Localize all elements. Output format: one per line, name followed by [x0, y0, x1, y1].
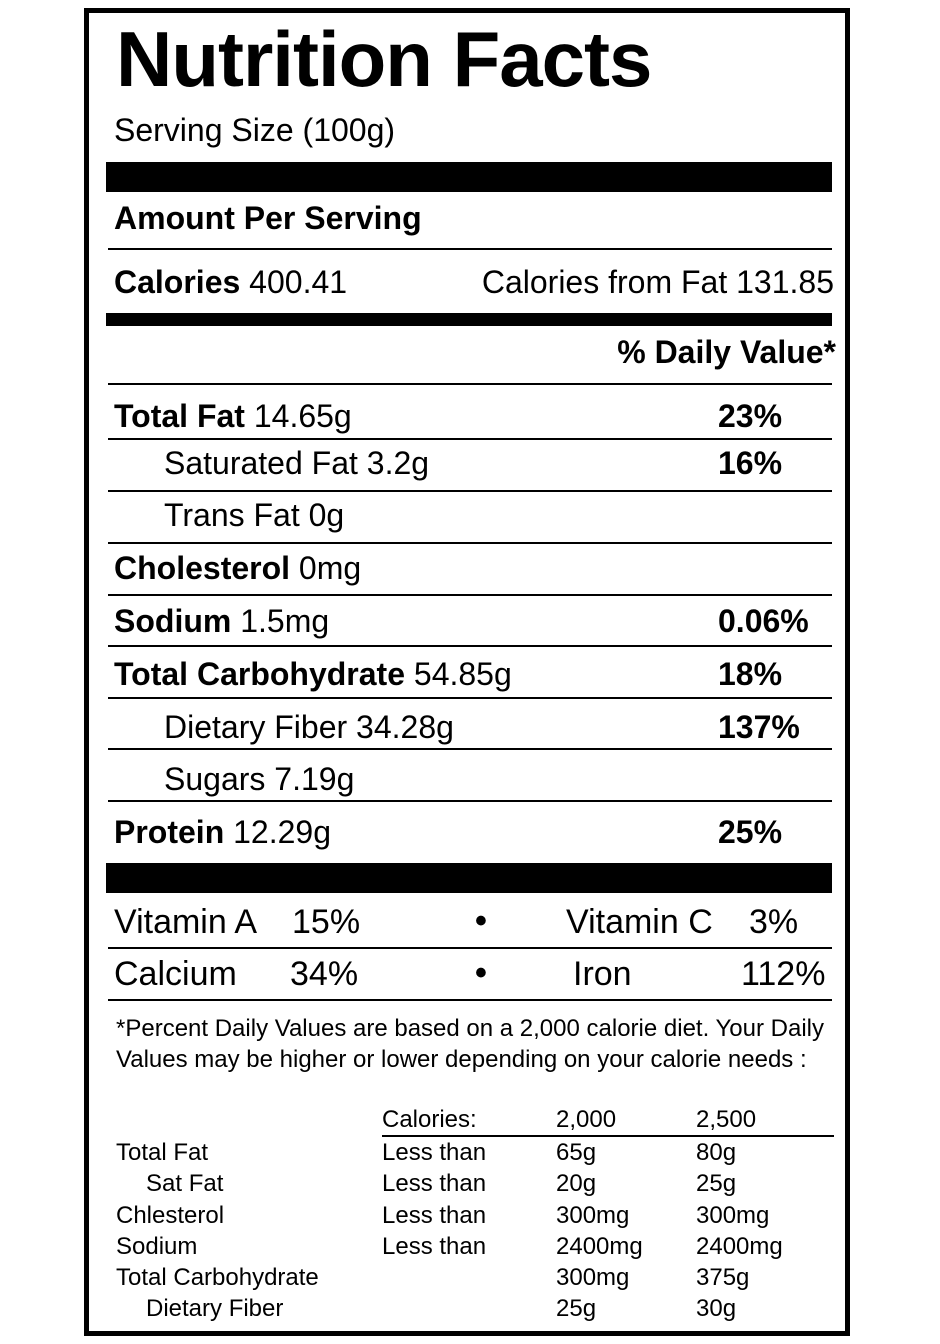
dv-row-2500: 375g — [696, 1264, 750, 1291]
dv-row-label: Sat Fat — [146, 1170, 224, 1197]
nutrient-label: Total Carbohydrate — [114, 656, 405, 692]
dv-row-2000: 300mg — [556, 1264, 630, 1291]
nutrient-label: Total Fat — [114, 398, 245, 434]
sugars-row: Sugars 7.19g — [164, 761, 355, 797]
divider — [108, 594, 832, 596]
dv-row-2000: 20g — [556, 1170, 597, 1197]
divider — [108, 748, 832, 750]
saturated-fat-pct: 16% — [718, 445, 783, 481]
dv-row-label: Dietary Fiber — [146, 1295, 284, 1322]
dv-row-label: Chlesterol — [116, 1202, 225, 1229]
calories-row — [114, 264, 347, 301]
divider — [108, 645, 832, 647]
calories-value: 400.41 — [249, 264, 348, 300]
trans-fat-row: Trans Fat 0g — [164, 497, 345, 533]
divider — [382, 1135, 834, 1137]
nutrient-label: Sodium — [114, 603, 232, 639]
dv-row-2000: 65g — [556, 1139, 597, 1166]
dv-row-2000: 25g — [556, 1295, 597, 1322]
calcium-label: Calcium — [114, 955, 237, 993]
dietary-fiber-pct: 137% — [718, 709, 800, 745]
total-fat-pct: 23% — [718, 398, 783, 434]
sodium-pct: 0.06% — [718, 603, 809, 639]
amount-per-serving: Amount Per Serving — [114, 200, 422, 236]
cholesterol-row — [114, 550, 361, 587]
dv-row-qualifier: Less than — [382, 1233, 487, 1260]
daily-value-header: % Daily Value* — [617, 334, 836, 370]
nutrient-amount: 14.65g — [253, 398, 352, 434]
divider — [108, 542, 832, 544]
iron-value: 112% — [741, 955, 826, 993]
dv-row-2500: 30g — [696, 1295, 737, 1322]
calories-from-fat: Calories from Fat 131.85 — [481, 264, 834, 300]
total-carbohydrate-pct: 18% — [718, 656, 783, 692]
footnote: *Percent Daily Values are based on a 2,000 calorie diet. Your Daily Values may be higher or lower depending on your calorie needs : — [116, 1015, 824, 1073]
dv-header-2000: 2,000 — [556, 1106, 617, 1133]
label-title: Nutrition Facts — [116, 15, 652, 103]
total-carbohydrate-row — [114, 656, 512, 693]
dv-row-qualifier: Less than — [382, 1170, 487, 1197]
dv-row-qualifier: Less than — [382, 1139, 487, 1166]
divider — [108, 800, 832, 802]
dv-header-calories: Calories: — [382, 1106, 477, 1133]
divider — [108, 248, 832, 250]
dv-row-2000: 300mg — [556, 1202, 630, 1229]
protein-pct: 25% — [718, 814, 783, 850]
dv-row-label: Total Carbohydrate — [116, 1264, 319, 1291]
divider — [108, 490, 832, 492]
calcium-value: 34% — [290, 955, 359, 993]
vitamin-c-value: 3% — [749, 903, 799, 941]
dv-row-2500: 2400mg — [696, 1233, 783, 1260]
divider — [108, 438, 832, 440]
thick-divider — [106, 162, 832, 192]
dv-row-2500: 300mg — [696, 1202, 770, 1229]
dv-row-2000: 2400mg — [556, 1233, 643, 1260]
dv-row-2500: 25g — [696, 1170, 737, 1197]
medium-divider — [106, 313, 832, 326]
dv-row-2500: 80g — [696, 1139, 737, 1166]
dietary-fiber-row: Dietary Fiber 34.28g — [164, 709, 454, 745]
divider — [108, 947, 832, 949]
iron-label: Iron — [573, 955, 632, 993]
nutrient-amount: 0mg — [298, 550, 362, 586]
nutrient-amount: 1.5mg — [240, 603, 330, 639]
dv-header-2500: 2,500 — [696, 1106, 757, 1133]
bullet-separator: • — [475, 902, 487, 940]
dv-row-qualifier: Less than — [382, 1202, 487, 1229]
vitamin-a-value: 15% — [292, 903, 361, 941]
nutrient-amount: 12.29g — [233, 814, 331, 850]
vitamin-c-label: Vitamin C — [566, 903, 713, 941]
bullet-separator: • — [475, 954, 487, 992]
nutrient-label: Protein — [114, 814, 225, 850]
nutrient-amount: 54.85g — [413, 656, 512, 692]
saturated-fat-row: Saturated Fat 3.2g — [164, 445, 430, 481]
nutrient-label: Cholesterol — [114, 550, 291, 586]
dv-row-label: Sodium — [116, 1233, 198, 1260]
serving-size: Serving Size (100g) — [114, 112, 396, 148]
divider — [108, 383, 832, 385]
protein-row — [114, 814, 331, 851]
calories-label: Calories — [114, 264, 241, 300]
vitamin-a-label: Vitamin A — [114, 903, 258, 941]
total-fat-row — [114, 398, 352, 435]
thick-divider — [106, 863, 832, 893]
divider — [108, 697, 832, 699]
divider — [108, 999, 832, 1001]
dv-row-label: Total Fat — [116, 1139, 209, 1166]
sodium-row — [114, 603, 329, 640]
